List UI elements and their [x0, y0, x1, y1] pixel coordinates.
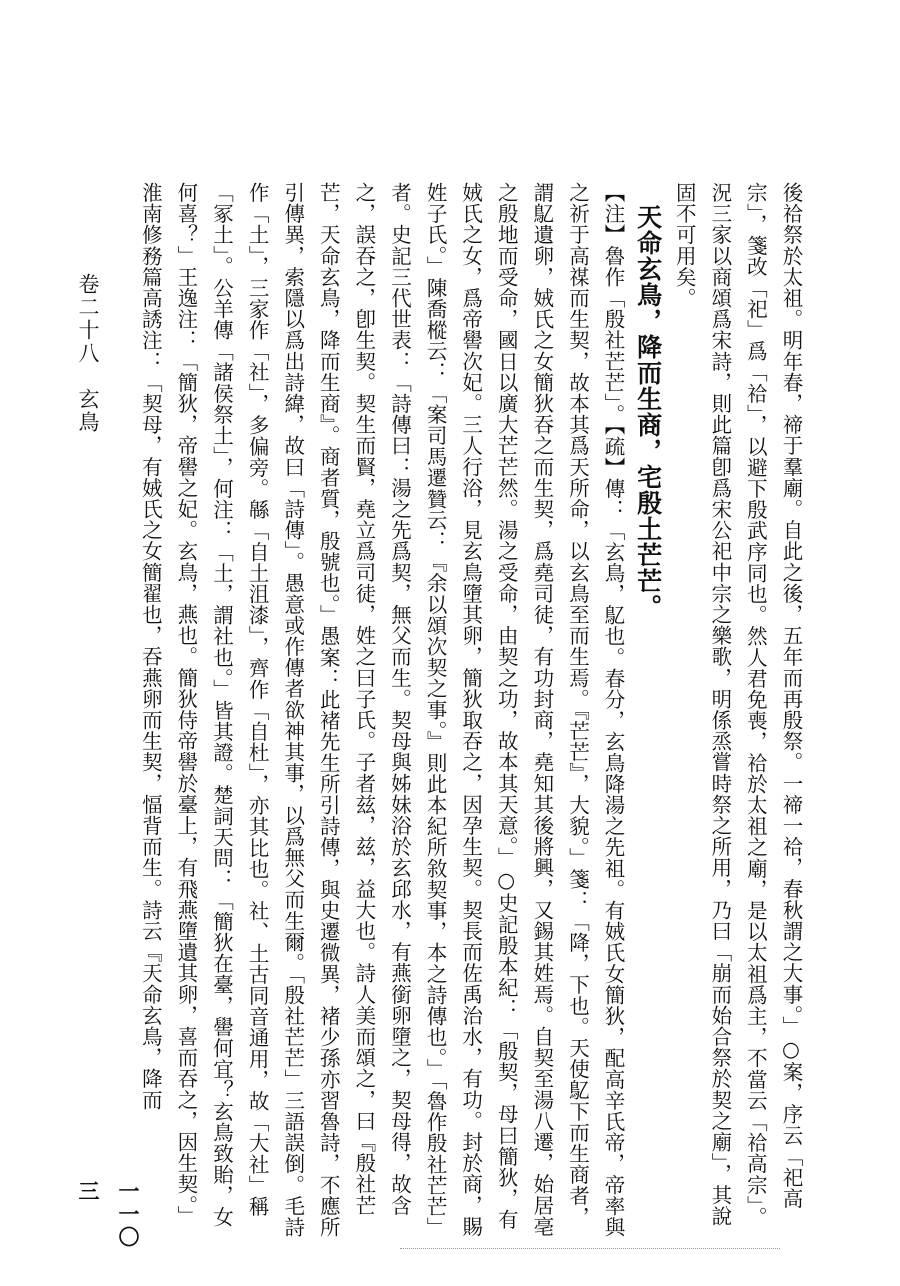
page-number: 一一〇三: [76, 1180, 141, 1249]
paragraph-ode-line: 天命玄鳥，降而生商，宅殷土芒芒。: [633, 204, 663, 620]
paragraph-commentary-2: 【注】魯作「殷社芒芒」。【疏】傳：「玄鳥，鳦也。春分，玄鳥降湯之先祖。有娀氏女簡狄，配高辛氏帝，帝率與之祈于高禖而生契，故本其爲天所命，以玄鳥至而生焉。『芒芒』，大貌。」箋：「降，下也。天使鳦下而生商者，謂鳦遺卵，娀氏之女簡狄吞之而生契，爲堯司徒，有功封商，堯知其後將興，又錫其姓焉。自契至湯八遷，始居亳之殷地而受命，國日以廣大芒芒然。湯之受命，由契之功，故本其天意。」○史記殷本紀：「殷契，母曰簡狄，有娀氏之女，爲帝嚳次妃。三人行浴，見玄鳥墮其卵，簡狄取吞之，因孕生契。契長而佐禹治水，有功。封於商，賜姓子氏。」陳喬樅云：「案司馬遷贊云：『余以頌次契之事。』則此本紀所敘契事，本之詩傳也。」「魯作殷社芒芒」者。史記三代世表：「詩傳曰：湯之先爲契，無父而生。契母與姊妹浴於玄邱水，有燕銜卵墮之，契母得，故含之，誤吞之，卽生契。契生而賢，堯立爲司徒，姓之曰子氏。子者兹，兹，益大也。詩人美而頌之，曰『殷社芒芒，天命玄鳥，降而生商』。商者質，殷號也。」愚案：此褚先生所引詩傳，與史遷微異，褚少孫亦習魯詩，不應所引傳異，索隱以爲出詩緯，故曰「詩傳」。愚意或作傳者欲神其事，以爲無父而生爾。「殷社芒芒」三語誤倒。毛詩作「土」，三家作「社」，多偏旁。緜「自土沮漆」，齊作「自杜」，亦其比也。社、土古同音通用，故「大社」稱「冢土」。公羊傳「諸侯祭土」，何注：「土，謂社也。」皆其證。楚詞天問：「簡狄在臺，嚳何宜？玄鳥致貽，女何喜？」王逸注：「簡狄，帝嚳之妃。玄鳥，燕也。簡狄侍帝嚳於臺上，有飛燕墮遺其卵，喜而吞之，因生契。」淮南修務篇高誘注：「契母，有娀氏之女簡翟也，吞燕卵而生契，愊背而生。詩云『天命玄鳥，降而: [138, 182, 626, 1239]
paragraph-commentary-1: 後祫祭於太祖。明年春，禘于羣廟。自此之後，五年而再殷祭。一禘一祫，春秋謂之大事。」○案，序云「祀高宗」，箋改「祀」爲「祫」，以避下殷武序同也。然人君免喪，祫於太祖之廟，是以太祖爲主，不當云「祫高宗」。況三家以商頌爲宋詩，則此篇卽爲宋公祀中宗之樂歌，明係烝嘗時祭之所用，乃曰「崩而始合祭於契之廟」，其說固不可用矣。: [672, 182, 803, 1228]
running-head: 卷二十八 玄鳥: [76, 273, 100, 434]
main-text-block: [108, 182, 808, 1242]
scan-edge-line: [400, 1248, 780, 1249]
page-footer: [68, 185, 141, 1265]
